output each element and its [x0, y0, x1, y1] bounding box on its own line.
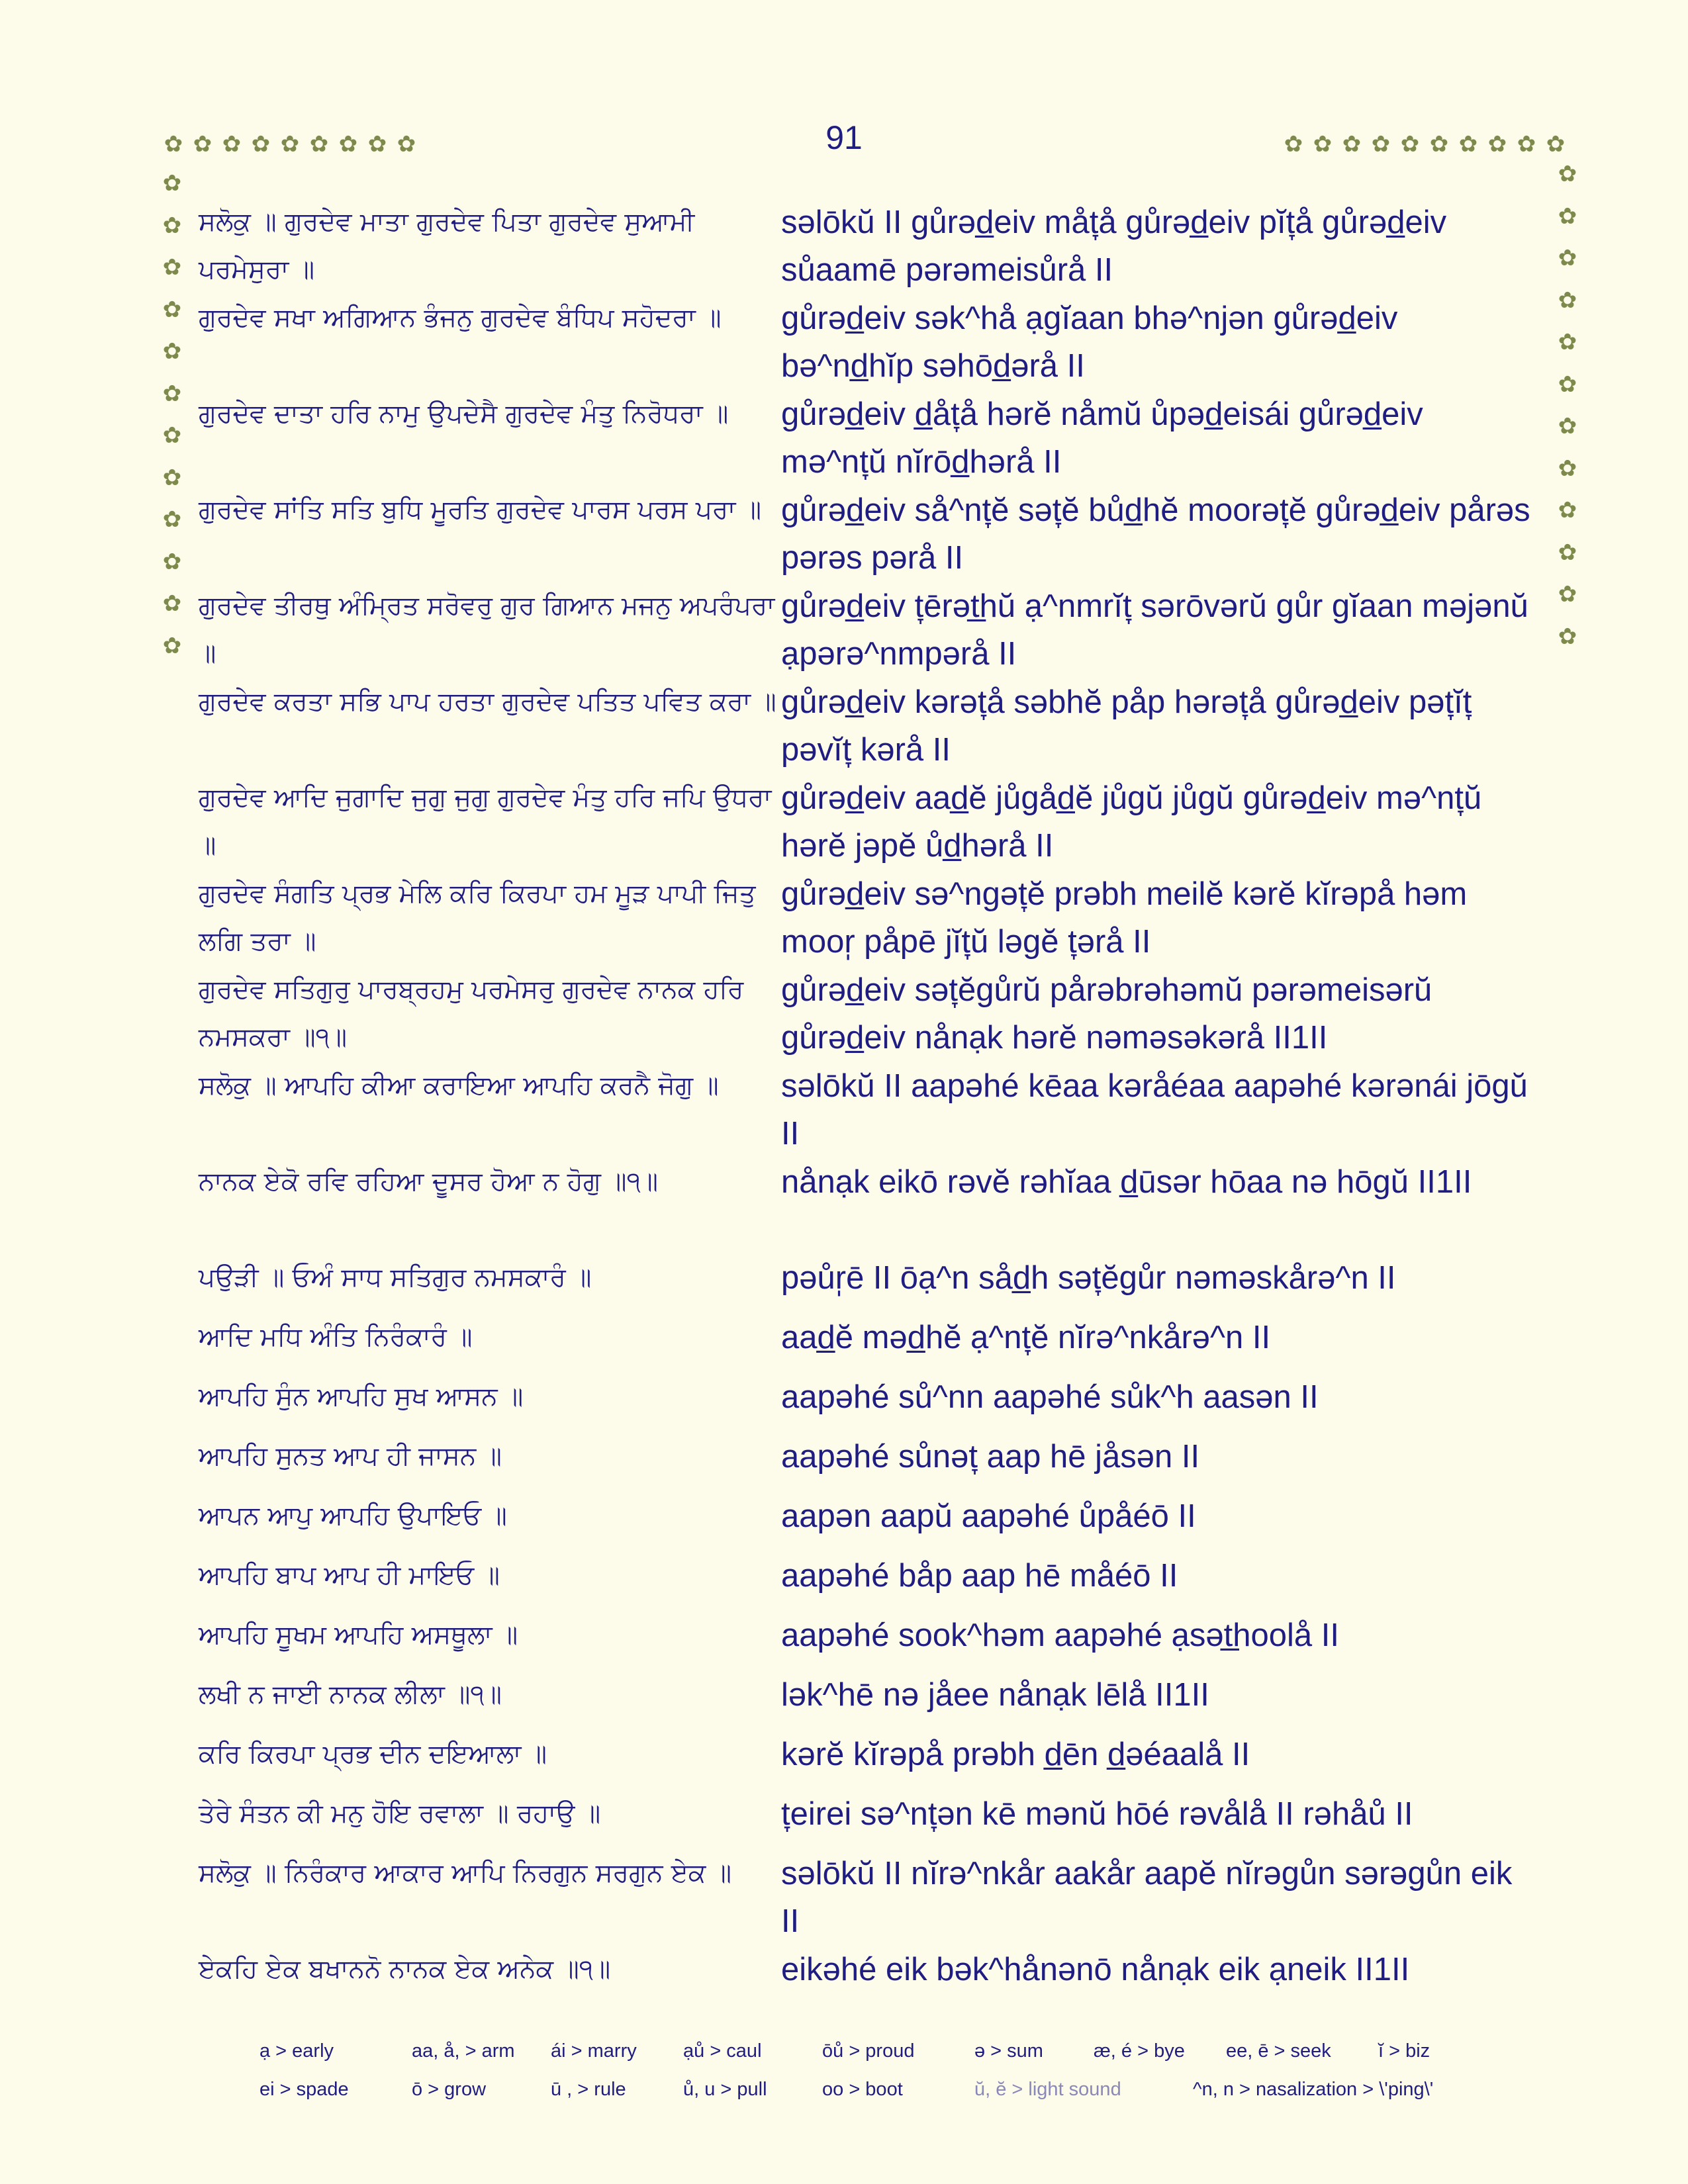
verse-row [199, 1314, 1536, 1373]
transliteration-text: gůrəd̲eiv sək^hå ạgĭaan bhə^njən gůrəd̲eiv bə^nd̲hĭp səhōd̲ərå II [781, 300, 1398, 384]
verse-row [199, 582, 1536, 678]
verse-row [199, 966, 1536, 1062]
flower-icon: ✿ [162, 212, 182, 239]
verse-row [199, 1612, 1536, 1671]
transliteration-text: gůrəd̲eiv så^nt̞ĕ sət̞ĕ bůd̲hĕ moorət̞ĕ gůrəd̲eiv pårəs pərəs pərå II [781, 492, 1530, 576]
verse-row [199, 1062, 1536, 1158]
transliteration-text: gůrəd̲eiv t̞ērət̲hŭ ạ^nmrĭt̞ sərōvərŭ gůr gĭaan məjənŭ ạpərə^nmpərå II [781, 588, 1528, 672]
gurmukhi-text: ਗੁਰਦੇਵ ਕਰਤਾ ਸਭਿ ਪਾਪ ਹਰਤਾ ਗੁਰਦੇਵ ਪਤਿਤ ਪਵਿਤ ਕਰਾ ॥ [199, 687, 776, 717]
legend-item: ee, ē > seek [1226, 2040, 1331, 2062]
flower-icon: ✿ [222, 131, 242, 158]
verse-row [199, 1850, 1536, 1946]
verse-row [199, 486, 1536, 582]
gurmukhi-text: ਗੁਰਦੇਵ ਸੰਗਤਿ ਪ੍ਰਭ ਮੇਲਿ ਕਰਿ ਕਿਰਪਾ ਹਮ ਮੂੜ ਪਾਪੀ ਜਿਤੁ ਲਗਿ ਤਰਾ ॥ [199, 879, 756, 956]
transliteration-text: gůrəd̲eiv d̲åt̞å hərĕ nåmŭ ůpəd̲eisái gůrəd̲eiv mə^nt̞ŭ nĭrōd̲hərå II [781, 396, 1423, 480]
flower-icon: ✿ [1458, 131, 1478, 158]
gurmukhi-text: ਸਲੋਕੁ ॥ ਨਿਰੰਕਾਰ ਆਕਾਰ ਆਪਿ ਨਿਰਗੁਨ ਸਰਗੁਨ ਏਕ ॥ [199, 1858, 732, 1888]
flower-icon: ✿ [1558, 245, 1577, 271]
flower-icon: ✿ [162, 380, 182, 407]
gurmukhi-text: ਨਾਨਕ ਏਕੋ ਰਵਿ ਰਹਿਆ ਦੂਸਰ ਹੋਆ ਨ ਹੋਗੁ ॥੧॥ [199, 1167, 659, 1197]
verse-row [199, 390, 1536, 486]
verse-row [199, 1671, 1536, 1731]
flower-icon: ✿ [164, 131, 183, 158]
legend-row [259, 2032, 1517, 2070]
flower-icon: ✿ [162, 170, 182, 197]
flower-icon: ✿ [1558, 539, 1577, 566]
verse-row [199, 1946, 1536, 2005]
page-number: 91 [825, 119, 863, 156]
flower-icon: ✿ [162, 464, 182, 491]
transliteration-text: gůrəd̲eiv kərət̞å səbhĕ påp hərət̞å gůrəd̲eiv pət̞ĭt̞ pəvĭt̞ kərå II [781, 684, 1472, 768]
transliteration-text: aad̲ĕ məd̲hĕ ạ^nt̞ĕ nĭrə^nkårə^n II [781, 1320, 1271, 1355]
flower-icon: ✿ [162, 296, 182, 323]
legend-item: ạů > caul [683, 2040, 762, 2062]
flower-icon: ✿ [1558, 287, 1577, 314]
flower-icon: ✿ [1429, 131, 1449, 158]
transliteration-text: eikəhé eik bək^hånənō nånạk eik ạneik II1II [781, 1952, 1410, 1987]
verse-row [199, 678, 1536, 774]
legend-item: ^n, n > nasalization > \'ping\' [1193, 2079, 1434, 2100]
gurmukhi-text: ਪਉੜੀ ॥ ਓਅੰ ਸਾਧ ਸਤਿਗੁਰ ਨਮਸਕਾਰੰ ॥ [199, 1263, 592, 1293]
flower-icon: ✿ [162, 632, 182, 659]
legend-item: oo > boot [822, 2079, 903, 2100]
verse-row [199, 1492, 1536, 1552]
verse-row [199, 1552, 1536, 1612]
gurmukhi-text: ਗੁਰਦੇਵ ਸਤਿਗੁਰੁ ਪਾਰਬ੍ਰਹਮੁ ਪਰਮੇਸਰੁ ਗੁਰਦੇਵ ਨਾਨਕ ਹਰਿ ਨਮਸਕਰਾ ॥੧॥ [199, 975, 744, 1052]
flower-icon: ✿ [162, 254, 182, 281]
flower-icon: ✿ [1400, 131, 1420, 158]
flower-icon: ✿ [1342, 131, 1362, 158]
verse-row [199, 1731, 1536, 1790]
flower-icon: ✿ [193, 131, 212, 158]
flower-icon: ✿ [1558, 413, 1577, 439]
flower-icon: ✿ [251, 131, 271, 158]
gurmukhi-text: ਗੁਰਦੇਵ ਤੀਰਥੁ ਅੰਮ੍ਰਿਤ ਸਰੋਵਰੁ ਗੁਰ ਗਿਆਨ ਮਜਨੁ ਅਪਰੰਪਰਾ ॥ [199, 591, 775, 668]
flower-icon: ✿ [1558, 623, 1577, 650]
gurmukhi-text: ਗੁਰਦੇਵ ਸਖਾ ਅਗਿਆਨ ਭੰਜਨੁ ਗੁਰਦੇਵ ਬੰਧਿਪ ਸਹੋਦਰਾ ॥ [199, 303, 722, 333]
gurmukhi-text: ਗੁਰਦੇਵ ਸਾਂਤਿ ਸਤਿ ਬੁਧਿ ਮੂਰਤਿ ਗੁਰਦੇਵ ਪਾਰਸ ਪਰਸ ਪਰਾ ॥ [199, 495, 762, 525]
legend-item: ái > marry [551, 2040, 637, 2062]
top-right-ornament [1279, 130, 1570, 159]
legend-item: ū , > rule [551, 2079, 626, 2100]
verse-row [199, 1373, 1536, 1433]
gurmukhi-text: ਲਖੀ ਨ ਜਾਈ ਨਾਨਕ ਲੀਲਾ ॥੧॥ [199, 1680, 502, 1709]
flower-icon: ✿ [162, 506, 182, 533]
flower-icon: ✿ [1558, 329, 1577, 355]
transliteration-text: gůrəd̲eiv sət̞ĕgůrŭ pårəbrəhəmŭ pərəmeisərŭ gůrəd̲eiv nånạk hərĕ nəməsəkərå II1II [781, 972, 1432, 1056]
transliteration-text: gůrəd̲eiv sə^ngət̞ĕ prəbh meilĕ kərĕ kĭrəpå həm moor̩ påpē jĭt̞ŭ ləgĕ t̞ərå II [781, 876, 1468, 960]
legend-item: aa, å, > arm [412, 2040, 515, 2062]
verse-list [199, 199, 1536, 2005]
flower-icon: ✿ [367, 131, 387, 158]
flower-icon: ✿ [1558, 497, 1577, 523]
flower-icon: ✿ [162, 422, 182, 449]
flower-icon: ✿ [280, 131, 300, 158]
transliteration-text: aapəhé båp aap hē måéō II [781, 1558, 1178, 1594]
flower-icon: ✿ [1558, 371, 1577, 398]
flower-icon: ✿ [1546, 131, 1566, 158]
verse-row [199, 199, 1536, 295]
flower-icon: ✿ [162, 548, 182, 575]
legend-item: ō > grow [412, 2079, 487, 2100]
verse-row [199, 1433, 1536, 1492]
left-ornament [158, 163, 187, 667]
legend-item: ů, u > pull [683, 2079, 767, 2100]
flower-icon: ✿ [1558, 455, 1577, 482]
flower-icon: ✿ [1558, 581, 1577, 608]
verse-row [199, 295, 1536, 390]
transliteration-text: aapəhé sook^həm aapəhé ạsət̲hoolå II [781, 1617, 1340, 1653]
gurmukhi-text: ਆਪਨ ਆਪੁ ਆਪਹਿ ਉਪਾਇਓ ॥ [199, 1501, 507, 1531]
verse-row [199, 774, 1536, 870]
transliteration-text: pəůr̩ē II ōạ^n såd̲h sət̞ĕgůr nəməskårə^n II [781, 1260, 1396, 1296]
flower-icon: ✿ [1558, 203, 1577, 230]
legend-item: ōů > proud [822, 2040, 915, 2062]
legend-item: æ, é > bye [1094, 2040, 1185, 2062]
legend-item: ŭ, ĕ > light sound [974, 2079, 1121, 2100]
flower-icon: ✿ [397, 131, 416, 158]
top-left-ornament [159, 130, 421, 159]
gurmukhi-text: ਆਦਿ ਮਧਿ ਅੰਤਿ ਨਿਰੰਕਾਰੰ ॥ [199, 1322, 473, 1352]
verse-row [199, 870, 1536, 966]
transliteration-text: səlōkŭ II nĭrə^nkår aakår aapĕ nĭrəgůn sərəgůn eik II [781, 1856, 1513, 1939]
transliteration-text: səlōkŭ II aapəhé kēaa kəråéaa aapəhé kərənái jōgŭ II [781, 1068, 1528, 1152]
flower-icon: ✿ [1487, 131, 1507, 158]
gurmukhi-text: ਆਪਹਿ ਬਾਪ ਆਪ ਹੀ ਮਾਇਓ ॥ [199, 1561, 500, 1590]
gurmukhi-text: ਆਪਹਿ ਸੁਨਤ ਆਪ ਹੀ ਜਾਸਨ ॥ [199, 1441, 502, 1471]
gurmukhi-text: ਸਲੋਕੁ ॥ ਆਪਹਿ ਕੀਆ ਕਰਾਇਆ ਆਪਹਿ ਕਰਨੈ ਜੋਗੁ ॥ [199, 1071, 719, 1101]
transliteration-text: t̞eirei sə^nt̞ən kē mənŭ hōé rəvålå II rəhåů II [781, 1796, 1413, 1832]
legend-row [259, 2070, 1517, 2109]
verse-row [199, 1158, 1536, 1254]
flower-icon: ✿ [1558, 161, 1577, 187]
flower-icon: ✿ [1371, 131, 1391, 158]
gurmukhi-text: ਗੁਰਦੇਵ ਦਾਤਾ ਹਰਿ ਨਾਮੁ ਉਪਦੇਸੈ ਗੁਰਦੇਵ ਮੰਤੁ ਨਿਰੋਧਰਾ ॥ [199, 399, 729, 429]
flower-icon: ✿ [1517, 131, 1536, 158]
transliteration-text: gůrəd̲eiv aad̲ĕ jůgåd̲ĕ jůgŭ jůgŭ gůrəd̲eiv mə^nt̞ŭ hərĕ jəpĕ ůd̲hərå II [781, 780, 1482, 864]
gurmukhi-text: ਏਕਹਿ ਏਕ ਬਖਾਨਨੋ ਨਾਨਕ ਏਕ ਅਨੇਕ ॥੧॥ [199, 1954, 611, 1984]
transliteration-text: aapən aapŭ aapəhé ůpåéō II [781, 1498, 1196, 1534]
flower-icon: ✿ [1284, 131, 1303, 158]
transliteration-text: kərĕ kĭrəpå prəbh d̲ēn d̲əéaalå II [781, 1737, 1250, 1772]
transliteration-text: səlōkŭ II gůrəd̲eiv måt̞å gůrəd̲eiv pĭt̞å gůrəd̲eiv sůaamē pərəmeisůrå II [781, 205, 1447, 288]
legend-item: ei > spade [259, 2079, 349, 2100]
gurmukhi-text: ਆਪਹਿ ਸੁੰਨ ਆਪਹਿ ਸੁਖ ਆਸਨ ॥ [199, 1382, 524, 1412]
gurmukhi-text: ਤੇਰੇ ਸੰਤਨ ਕੀ ਮਨੁ ਹੋਇ ਰਵਾਲਾ ॥ ਰਹਾਉ ॥ [199, 1799, 601, 1829]
gurmukhi-text: ਗੁਰਦੇਵ ਆਦਿ ਜੁਗਾਦਿ ਜੁਗੁ ਜੁਗੁ ਗੁਰਦੇਵ ਮੰਤੁ ਹਰਿ ਜਪਿ ਉਧਰਾ ॥ [199, 783, 772, 860]
transliteration-text: lək^hē nə jåee nånạk lēlå II1II [781, 1677, 1209, 1713]
right-ornament [1553, 154, 1582, 658]
gurmukhi-text: ਆਪਹਿ ਸੂਖਮ ਆਪਹਿ ਅਸਥੂਲਾ ॥ [199, 1620, 518, 1650]
flower-icon: ✿ [162, 590, 182, 617]
flower-icon: ✿ [162, 338, 182, 365]
flower-icon: ✿ [309, 131, 329, 158]
legend-item: ə > sum [974, 2040, 1043, 2062]
pronunciation-legend [259, 2032, 1517, 2109]
transliteration-text: nånạk eikō rəvĕ rəhĭaa d̲ūsər hōaa nə hōgŭ II1II [781, 1164, 1472, 1200]
gurmukhi-text: ਕਰਿ ਕਿਰਪਾ ਪ੍ਰਭ ਦੀਨ ਦਇਆਲਾ ॥ [199, 1739, 547, 1769]
verse-row [199, 1790, 1536, 1850]
flower-icon: ✿ [1313, 131, 1333, 158]
transliteration-text: aapəhé sůnət̞ aap hē jåsən II [781, 1439, 1200, 1475]
transliteration-text: aapəhé sů^nn aapəhé sůk^h aasən II [781, 1379, 1319, 1415]
gurmukhi-text: ਸਲੋਕੁ ॥ ਗੁਰਦੇਵ ਮਾਤਾ ਗੁਰਦੇਵ ਪਿਤਾ ਗੁਰਦੇਵ ਸੁਆਮੀ ਪਰਮੇਸੁਰਾ ॥ [199, 207, 695, 285]
legend-item: ạ > early [259, 2040, 334, 2062]
verse-row [199, 1254, 1536, 1314]
flower-icon: ✿ [338, 131, 358, 158]
legend-item: ĭ > biz [1378, 2040, 1430, 2062]
